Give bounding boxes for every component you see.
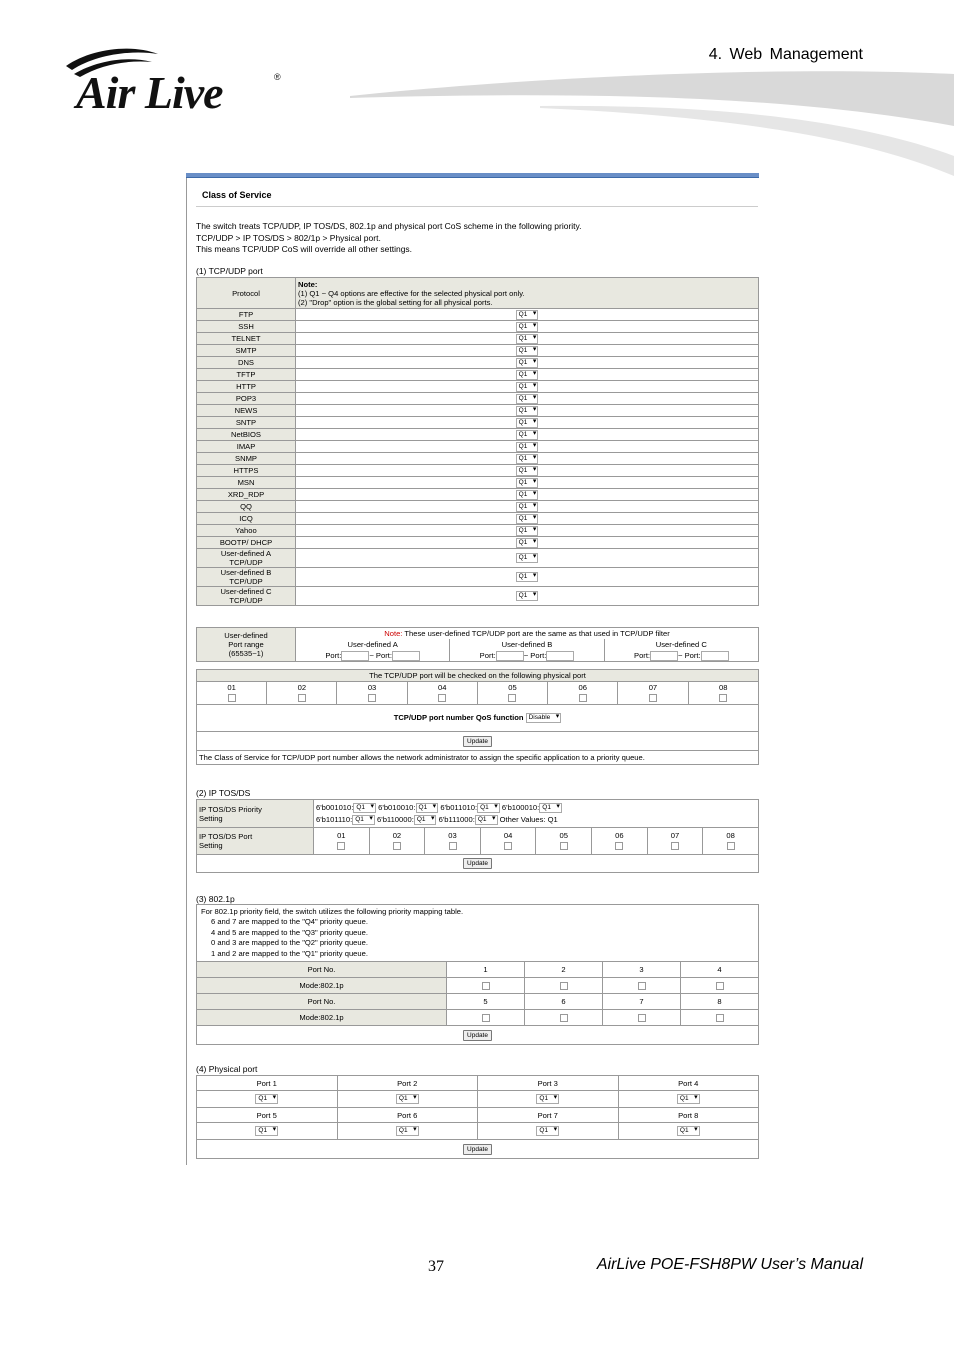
- section-tcp-udp-title: (1) TCP/UDP port: [196, 266, 263, 276]
- protocol-name: TELNET: [197, 333, 296, 345]
- protocol-row: [197, 429, 759, 441]
- protocol-name: XRD_RDP: [197, 489, 296, 501]
- tos-queue-select[interactable]: Q1 ▾: [353, 803, 376, 813]
- port-number: 2: [525, 962, 603, 978]
- protocol-queue-select[interactable]: Q1 ▾: [516, 466, 539, 476]
- protocol-name: QQ: [197, 501, 296, 513]
- port-label: 03: [448, 831, 457, 840]
- protocol-name: MSN: [197, 477, 296, 489]
- port-label: 04: [503, 831, 513, 840]
- port-number: 4: [681, 962, 759, 978]
- protocol-row: [197, 441, 759, 453]
- protocol-row: [197, 501, 759, 513]
- protocol-row: [197, 381, 759, 393]
- physical-port-label: Port 4: [618, 1076, 759, 1091]
- physical-port-label: Port 3: [478, 1076, 619, 1091]
- protocol-queue-select[interactable]: Q1 ▾: [516, 322, 539, 332]
- tos-queue-select[interactable]: Q1 ▾: [475, 815, 498, 825]
- port-label: 08: [726, 831, 735, 840]
- port-label: 07: [648, 683, 658, 692]
- protocol-queue-select[interactable]: Q1 ▾: [516, 394, 539, 404]
- update-button-physical[interactable]: Update: [463, 1144, 492, 1155]
- user-defined-row: [197, 587, 759, 606]
- note-cell: Note: (1) Q1 ~ Q4 options are effective for the selected physical port only. (2) "Drop" option is the global setting for all physical ports.: [296, 278, 759, 309]
- port-checkbox[interactable]: [508, 694, 516, 702]
- mode-label: Mode:802.1p: [197, 978, 447, 994]
- physical-port-queue-select[interactable]: Q1 ▾: [396, 1094, 419, 1104]
- protocol-name: TFTP: [197, 369, 296, 381]
- protocol-queue-select[interactable]: Q1 ▾: [516, 430, 539, 440]
- port-label: 03: [367, 683, 377, 692]
- physical-port-label: Port 1: [197, 1076, 338, 1091]
- user-defined-range-table: [196, 627, 759, 662]
- 8021p-checkbox[interactable]: [716, 1014, 724, 1022]
- port-label: 07: [670, 831, 680, 840]
- protocol-queue-select[interactable]: Q1 ▾: [516, 418, 539, 428]
- protocol-name: IMAP: [197, 441, 296, 453]
- ud-column: User-defined C Port: ~ Port:: [604, 639, 758, 662]
- 8021p-description: For 802.1p priority field, the switch utilizes the following priority mapping table. 6 and 7 are mapped to the "Q4" priority queue. 4 and 5 are mapped to the "Q3" priority queue. 0 and 3 are mapped to the "Q2" priority queue. 1 and 2 are mapped to the "Q1" priority queue.: [197, 905, 759, 962]
- port-label: 02: [392, 831, 402, 840]
- port-checkbox[interactable]: [649, 694, 657, 702]
- user-defined-row: [197, 568, 759, 587]
- port-checkbox[interactable]: [228, 694, 236, 702]
- 8021p-checkbox[interactable]: [638, 1014, 646, 1022]
- 8021p-checkbox[interactable]: [560, 1014, 568, 1022]
- protocol-row: [197, 513, 759, 525]
- port-number: 8: [681, 994, 759, 1010]
- physical-port-label: Port 2: [337, 1076, 478, 1091]
- protocol-queue-select[interactable]: Q1 ▾: [516, 478, 539, 488]
- protocol-name: SSH: [197, 321, 296, 333]
- protocol-row: [197, 369, 759, 381]
- window-top-bar: [186, 173, 759, 178]
- protocol-name: HTTP: [197, 381, 296, 393]
- tos-queue-select[interactable]: Q1 ▾: [352, 815, 375, 825]
- physical-port-table: [196, 1075, 759, 1159]
- section-physical-port-title: (4) Physical port: [196, 1064, 258, 1074]
- protocol-row: [197, 333, 759, 345]
- tos-port-checkbox[interactable]: [727, 842, 735, 850]
- user-defined-queue-select[interactable]: Q1 ▾: [516, 591, 539, 601]
- protocol-row: [197, 345, 759, 357]
- ud-note: Note: These user-defined TCP/UDP port are the same as that used in TCP/UDP filter: [296, 628, 759, 640]
- protocol-name: ICQ: [197, 513, 296, 525]
- user-defined-row: [197, 549, 759, 568]
- tos-port-label: IP TOS/DS Port Setting: [197, 828, 314, 855]
- protocol-name: SNMP: [197, 453, 296, 465]
- tos-queue-select[interactable]: Q1 ▾: [539, 803, 562, 813]
- physical-port-label: Port 5: [197, 1108, 338, 1123]
- port-checkbox[interactable]: [368, 694, 376, 702]
- protocol-queue-select[interactable]: Q1 ▾: [516, 502, 539, 512]
- protocol-queue-select[interactable]: Q1 ▾: [516, 382, 539, 392]
- ud-port-from-input[interactable]: [496, 651, 524, 661]
- protocol-queue-select[interactable]: Q1 ▾: [516, 490, 539, 500]
- protocol-name: NEWS: [197, 405, 296, 417]
- header-swoosh-decoration: [340, 66, 954, 186]
- tos-queue-select[interactable]: Q1 ▾: [416, 803, 439, 813]
- port-number: 7: [603, 994, 681, 1010]
- port-label: 04: [438, 683, 447, 692]
- class-of-service-screenshot: [186, 173, 759, 1165]
- protocol-name: BOOTP/ DHCP: [197, 537, 296, 549]
- protocol-row: [197, 525, 759, 537]
- physical-port-queue-select[interactable]: Q1 ▾: [396, 1126, 419, 1136]
- chapter-title: 4. Web Management: [708, 46, 863, 63]
- tos-table: [196, 799, 759, 873]
- port-label: 06: [615, 831, 624, 840]
- port-label: 08: [719, 683, 728, 692]
- user-defined-name: User-defined B TCP/UDP: [197, 568, 296, 587]
- protocol-name: Yahoo: [197, 525, 296, 537]
- user-defined-queue-select[interactable]: Q1 ▾: [516, 572, 539, 582]
- mode-label: Mode:802.1p: [197, 1010, 447, 1026]
- 8021p-table: [196, 904, 759, 1045]
- section-tos-title: (2) IP TOS/DS: [196, 788, 251, 798]
- physical-port-check-table: [196, 669, 759, 765]
- protocol-name: POP3: [197, 393, 296, 405]
- qos-function-select[interactable]: Disable ▾: [526, 713, 562, 723]
- page-number: 37: [428, 1258, 444, 1275]
- protocol-name: DNS: [197, 357, 296, 369]
- protocol-row: [197, 321, 759, 333]
- qos-function-row: [197, 705, 759, 732]
- 8021p-checkbox[interactable]: [482, 982, 490, 990]
- ud-column: User-defined A Port: ~ Port:: [296, 639, 450, 662]
- airlive-logo: [62, 44, 292, 118]
- ud-range-label: User-defined Port range (65535~1): [197, 628, 296, 662]
- protocol-queue-select[interactable]: Q1 ▾: [516, 346, 539, 356]
- port-checkbox[interactable]: [719, 694, 727, 702]
- protocol-row: [197, 453, 759, 465]
- logo-text: Air Live: [76, 67, 223, 118]
- section-8021p-title: (3) 802.1p: [196, 894, 235, 904]
- protocol-header: Protocol: [197, 278, 296, 309]
- registered-mark: ®: [274, 72, 281, 82]
- protocol-row: [197, 393, 759, 405]
- port-no-label: Port No.: [197, 962, 447, 978]
- protocol-row: [197, 465, 759, 477]
- physical-port-queue-select[interactable]: Q1 ▾: [255, 1094, 278, 1104]
- port-label: 05: [508, 683, 517, 692]
- port-label: 06: [578, 683, 587, 692]
- protocol-row: [197, 405, 759, 417]
- protocol-queue-select[interactable]: Q1 ▾: [516, 310, 539, 320]
- port-number: 3: [603, 962, 681, 978]
- ud-port-from-input[interactable]: [650, 651, 678, 661]
- protocol-row: [197, 477, 759, 489]
- physical-port-queue-select[interactable]: Q1 ▾: [677, 1094, 700, 1104]
- ud-column: User-defined B Port: ~ Port:: [450, 639, 604, 662]
- cos-title: Class of Service: [202, 190, 272, 200]
- physical-port-queue-select[interactable]: Q1 ▾: [536, 1126, 559, 1136]
- tos-port-checkbox[interactable]: [615, 842, 623, 850]
- port-label: 01: [337, 831, 346, 840]
- protocol-name: HTTPS: [197, 465, 296, 477]
- tcp-udp-footer: The Class of Service for TCP/UDP port number allows the network administrator to assign the specific application to a priority queue.: [197, 751, 759, 765]
- port-checkbox[interactable]: [438, 694, 446, 702]
- tos-priority-settings: 6'b001010: Q1 ▾ 6'b010010: Q1 ▾ 6'b011010: Q1 ▾ 6'b100010: Q1 ▾ 6'b101110: Q1 ▾ 6'b110000: Q1 ▾ 6'b111000: Q1 ▾ Other Values: Q1: [314, 800, 759, 828]
- port-label: 05: [559, 831, 568, 840]
- protocol-queue-select[interactable]: Q1 ▾: [516, 370, 539, 380]
- port-checkbox[interactable]: [298, 694, 306, 702]
- port-label: 01: [227, 683, 236, 692]
- tos-other-values: Other Values: Q1: [499, 814, 558, 824]
- protocol-name: FTP: [197, 309, 296, 321]
- protocol-queue-select[interactable]: Q1 ▾: [516, 334, 539, 344]
- protocol-queue-select[interactable]: Q1 ▾: [516, 442, 539, 452]
- tos-port-checkbox[interactable]: [671, 842, 679, 850]
- physical-port-queue-select[interactable]: Q1 ▾: [536, 1094, 559, 1104]
- physical-port-label: Port 7: [478, 1108, 619, 1123]
- update-button-tos[interactable]: Update: [463, 858, 492, 869]
- protocol-row: [197, 489, 759, 501]
- protocol-rows: [197, 309, 759, 606]
- ud-port-to-input[interactable]: [701, 651, 729, 661]
- port-checkbox[interactable]: [579, 694, 587, 702]
- physical-port-label: Port 6: [337, 1108, 478, 1123]
- user-defined-name: User-defined A TCP/UDP: [197, 549, 296, 568]
- port-no-label: Port No.: [197, 994, 447, 1010]
- 8021p-checkbox[interactable]: [482, 1014, 490, 1022]
- protocol-name: NetBIOS: [197, 429, 296, 441]
- protocol-row: [197, 537, 759, 549]
- physical-port-label: Port 8: [618, 1108, 759, 1123]
- protocol-row: [197, 357, 759, 369]
- ud-port-to-input[interactable]: [392, 651, 420, 661]
- 8021p-checkbox[interactable]: [716, 982, 724, 990]
- tos-port-checkbox[interactable]: [449, 842, 457, 850]
- 8021p-checkbox[interactable]: [560, 982, 568, 990]
- protocol-queue-select[interactable]: Q1 ▾: [516, 538, 539, 548]
- qos-function-label: TCP/UDP port number QoS function: [393, 713, 524, 722]
- manual-title: AirLive POE-FSH8PW User’s Manual: [596, 1256, 863, 1273]
- port-number: 1: [447, 962, 525, 978]
- port-label: 02: [297, 683, 307, 692]
- port-number: 6: [525, 994, 603, 1010]
- user-defined-name: User-defined C TCP/UDP: [197, 587, 296, 606]
- protocol-name: SMTP: [197, 345, 296, 357]
- ud-port-from-input[interactable]: [341, 651, 369, 661]
- physical-port-queue-select[interactable]: Q1 ▾: [677, 1126, 700, 1136]
- tos-port-checkbox[interactable]: [393, 842, 401, 850]
- update-button-8021p[interactable]: Update: [463, 1030, 492, 1041]
- tos-queue-select[interactable]: Q1 ▾: [477, 803, 500, 813]
- tos-port-checkbox[interactable]: [337, 842, 345, 850]
- protocol-row: [197, 309, 759, 321]
- protocol-name: SNTP: [197, 417, 296, 429]
- tcp-udp-table: [196, 277, 759, 606]
- 8021p-checkbox[interactable]: [638, 982, 646, 990]
- physical-port-queue-select[interactable]: Q1 ▾: [255, 1126, 278, 1136]
- checked-note: The TCP/UDP port will be checked on the following physical port: [197, 670, 759, 682]
- protocol-queue-select[interactable]: Q1 ▾: [516, 526, 539, 536]
- port-number: 5: [447, 994, 525, 1010]
- cos-intro: The switch treats TCP/UDP, IP TOS/DS, 802.1p and physical port CoS scheme in the following priority. TCP/UDP > IP TOS/DS > 802/1p > Physical port. This means TCP/UDP CoS will override all other settings.: [196, 221, 582, 254]
- protocol-queue-select[interactable]: Q1 ▾: [516, 514, 539, 524]
- protocol-queue-select[interactable]: Q1 ▾: [516, 358, 539, 368]
- ud-port-to-input[interactable]: [546, 651, 574, 661]
- update-button-tcp-udp[interactable]: Update: [463, 736, 492, 747]
- protocol-row: [197, 417, 759, 429]
- protocol-queue-select[interactable]: Q1 ▾: [516, 454, 539, 464]
- tos-queue-select[interactable]: Q1 ▾: [414, 815, 437, 825]
- tos-port-checkbox[interactable]: [504, 842, 512, 850]
- tos-port-checkbox[interactable]: [560, 842, 568, 850]
- tos-priority-label: IP TOS/DS Priority Setting: [197, 800, 314, 828]
- user-defined-queue-select[interactable]: Q1 ▾: [516, 553, 539, 563]
- protocol-queue-select[interactable]: Q1 ▾: [516, 406, 539, 416]
